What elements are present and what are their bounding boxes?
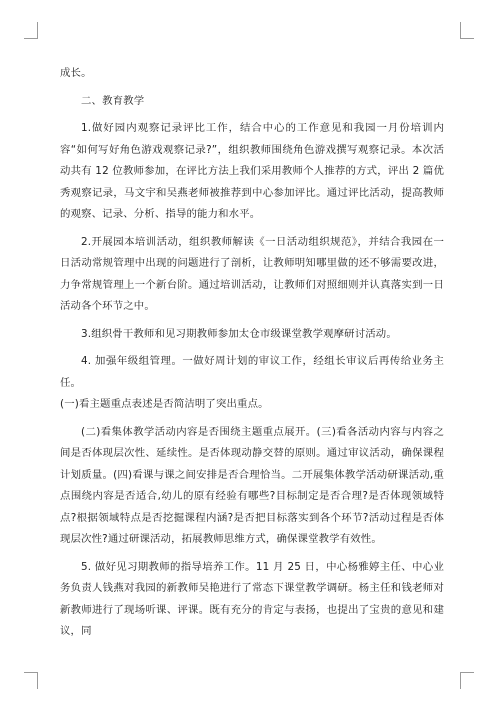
- paragraph-item-4: 4. 加强年级组管理。一做好周计划的审议工作，经组长审议后再传给业务主任。: [60, 355, 444, 389]
- paragraph-item-2: 2.开展园本培训活动，组织教师解读《一日活动组织规范》，并结合我园在一日活动常规管理中出现的问题进行了剖析，让教师明知哪里做的还不够需要改进，力争常规管理上一个新台阶。通过培训活动，让教师们对照细则并认真落实到一日活动各个环节之中。: [60, 235, 444, 312]
- paragraph-item-4-sub-1: (一)看主题重点表述是否简洁明了突出重点。: [60, 398, 269, 410]
- section-heading: 二、教育教学: [81, 94, 145, 107]
- paragraph-continuation: 成长。: [60, 67, 92, 79]
- paragraph-item-1: 1.做好园内观察记录评比工作，结合中心的工作意见和我园一月份培训内容“如何写好角色游戏观察记录?”，组织教师围绕角色游戏撰写观察记录。本次活动共有 12 位教师参加，在评比方法上我们采用教师个人推荐的方式，评出 2 篇优秀观察记录，马文宇和吴燕老师被推荐到中心参加评比。通过评比活动，提高教师的观察、记录、分析、指导的能力和水平。: [60, 122, 444, 220]
- paragraph-item-4-detail: (二)看集体教学活动内容是否围绕主题重点展开。(三)看各活动内容与内容之间是否体现层次性、延续性。是否体现动静交替的原则。通过审议活动，确保课程计划质量。(四)看课与课之间安排是否合理恰当。二开展集体教学活动研课活动,重点围绕内容是否适合,幼儿的原有经验有哪些?目标制定是否合理?是否体现领域特点?根据领域特点是否挖掘课程内涵?是否把目标落实到各个环节?活动过程是否体现层次性?通过研课活动，拓展教师思维方式，确保课堂教学有效性。: [60, 425, 444, 545]
- paragraph-item-3: 3.组织骨干教师和见习期教师参加太仓市级课堂教学观摩研讨活动。: [81, 327, 397, 340]
- crop-mark-top-right: [460, 22, 474, 39]
- document-body: [60, 63, 444, 649]
- crop-mark-bottom-left: [24, 672, 38, 689]
- crop-mark-top-left: [24, 22, 38, 39]
- paragraph-item-5: 5. 做好见习期教师的指导培养工作。11 月 25 日，中心杨雅婷主任、中心业务负责人钱燕对我园的新教师吴艳进行了常态下课堂教学调研。杨主任和钱老师对新教师进行了现场听课、评课。既有充分的肯定与表扬，也提出了宝贵的意见和建议，同: [60, 560, 444, 637]
- crop-mark-bottom-right: [460, 672, 474, 689]
